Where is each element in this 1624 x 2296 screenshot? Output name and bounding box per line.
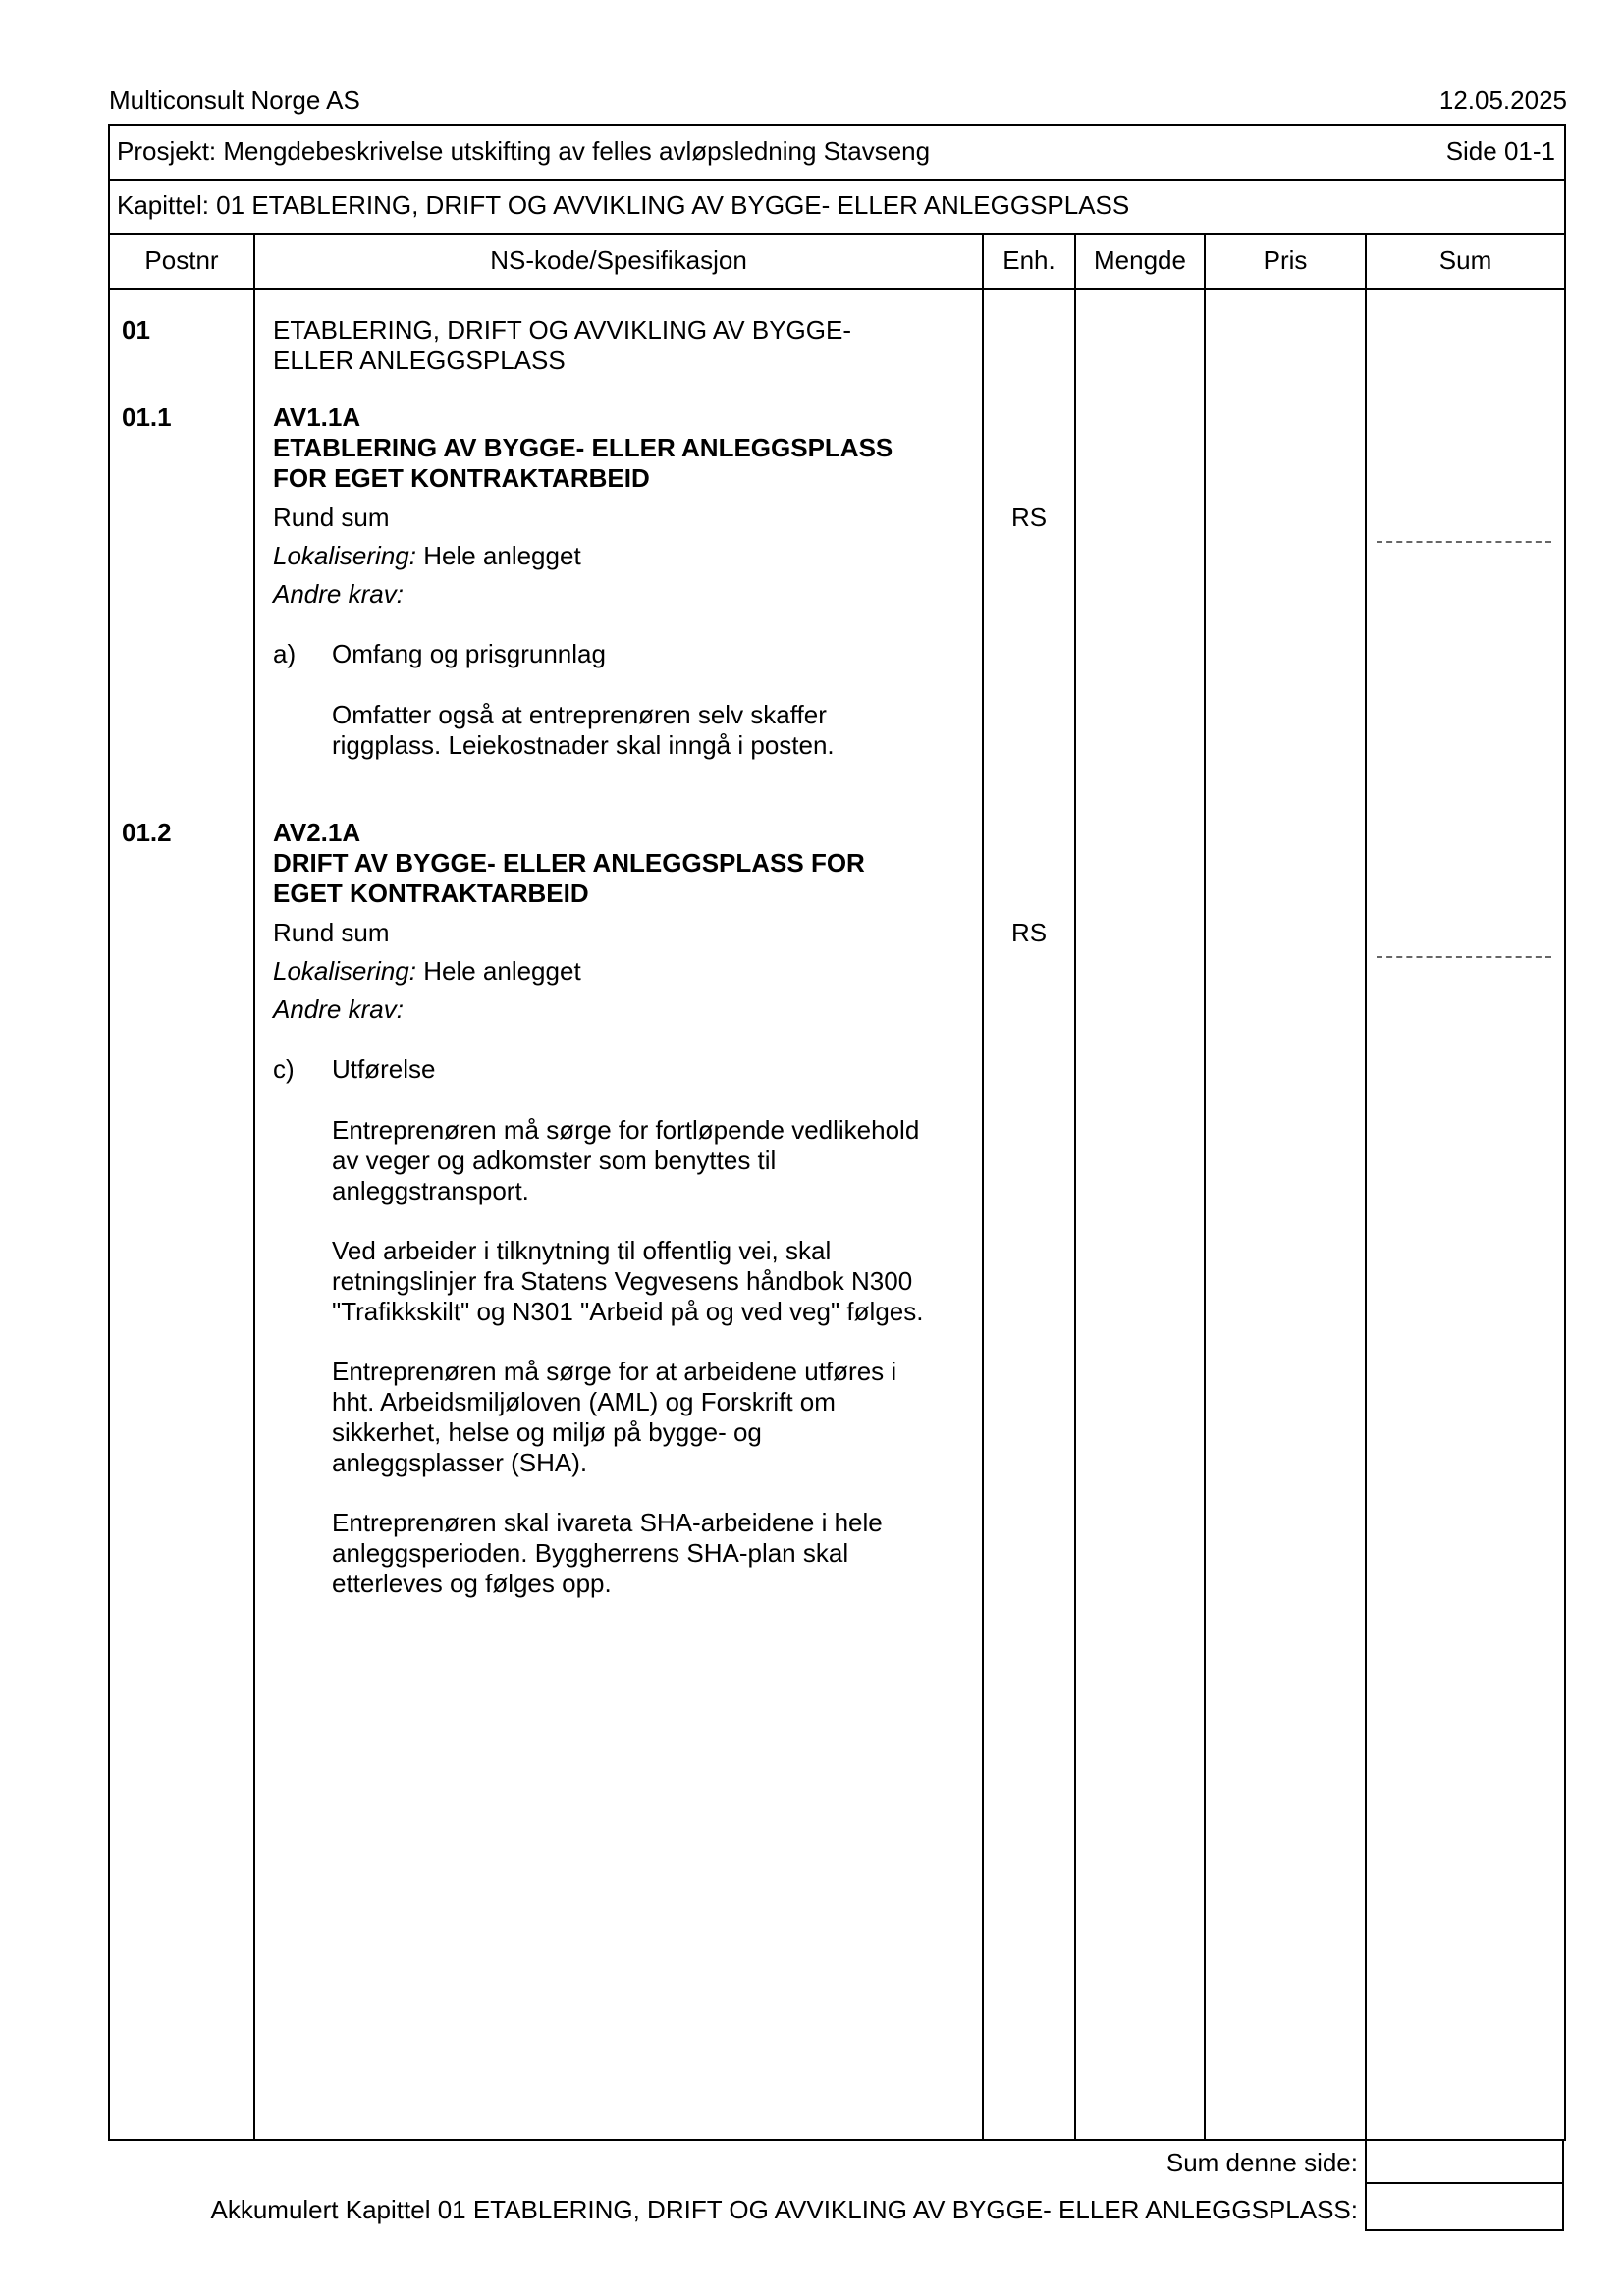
paragraph-line: riggplass. Leiekostnader skal inngå i posten. [332,730,835,760]
column-header-unit: Enh. [1002,245,1056,275]
rule-top [108,124,1566,126]
column-header-sum: Sum [1438,245,1492,275]
paragraph-line: anleggsperioden. Byggherrens SHA-plan skal [332,1538,849,1568]
column-divider-price [1365,233,1367,2141]
item-title-line2: EGET KONTRAKTARBEID [273,879,589,908]
column-divider-postnr [253,233,255,2141]
item-title-line1: DRIFT AV BYGGE- ELLER ANLEGGSPLASS FOR [273,848,865,878]
chapter-title: Kapittel: 01 ETABLERING, DRIFT OG AVVIKLING AV BYGGE- ELLER ANLEGGSPLASS [117,190,1130,220]
company-name: Multiconsult Norge AS [109,85,360,115]
sum-entry-placeholder [1377,541,1551,543]
sum-entry-placeholder [1377,956,1551,958]
rule-body-bottom [108,2139,1566,2141]
paragraph-line: "Trafikkskilt" og N301 "Arbeid på og ved veg" følges. [332,1297,924,1326]
item-title-line1: ETABLERING AV BYGGE- ELLER ANLEGGSPLASS [273,433,893,462]
paragraph-line: av veger og adkomster som benyttes til [332,1146,777,1175]
subitem-title: Utførelse [332,1054,436,1084]
paragraph-line: Entreprenøren må sørge for fortløpende vedlikehold [332,1115,920,1145]
paragraph-line: anleggsplasser (SHA). [332,1448,588,1477]
accumulated-label: Akkumulert Kapittel 01 ETABLERING, DRIFT OG AVVIKLING AV BYGGE- ELLER ANLEGGSPLASS: [210,2195,1358,2224]
column-header-postnr: Postnr [144,245,219,275]
accumulated-box [1365,2182,1564,2231]
chapter-number: 01 [122,315,150,345]
item-other-requirements-label: Andre krav: [273,994,404,1024]
column-divider-unit [1074,233,1076,2141]
paragraph-line: hht. Arbeidsmiljøloven (AML) og Forskrift om [332,1387,836,1416]
paragraph-line: retningslinjer fra Statens Vegvesens håndbok N300 [332,1266,913,1296]
subitem-title: Omfang og prisgrunnlag [332,639,606,668]
sum-page-box [1365,2139,1564,2184]
column-header-spec: NS-kode/Spesifikasjon [490,245,747,275]
table-border-left [108,233,110,2141]
chapter-heading-line1: ETABLERING, DRIFT OG AVVIKLING AV BYGGE- [273,315,851,345]
paragraph-line: etterleves og følges opp. [332,1569,612,1598]
item-location: Lokalisering: Hele anlegget [273,956,581,986]
item-ns-code: AV1.1A [273,402,361,432]
subitem-letter: c) [273,1054,295,1084]
page-number: Side 01-1 [1445,136,1555,166]
project-title: Prosjekt: Mengdebeskrivelse utskifting av felles avløpsledning Stavseng [117,136,931,166]
document-date: 12.05.2025 [1438,85,1567,115]
column-header-price: Pris [1263,245,1308,275]
rule-columns [108,288,1566,290]
paragraph-line: Omfatter også at entreprenøren selv skaffer [332,700,827,729]
item-location: Lokalisering: Hele anlegget [273,541,581,570]
item-postnr: 01.1 [122,402,172,432]
item-unit: RS [1010,503,1048,532]
paragraph-line: Entreprenøren må sørge for at arbeidene utføres i [332,1357,897,1386]
table-border-right [1564,233,1566,2141]
chapter-heading-line2: ELLER ANLEGGSPLASS [273,346,566,375]
subitem-letter: a) [273,639,297,668]
item-unit: RS [1010,918,1048,947]
column-divider-quantity [1204,233,1206,2141]
item-amount-label: Rund sum [273,918,390,947]
rule-chapter [108,233,1566,235]
paragraph-line: Ved arbeider i tilknytning til offentlig vei, skal [332,1236,832,1265]
rule-project [108,179,1566,181]
item-postnr: 01.2 [122,818,172,847]
sum-page-label: Sum denne side: [1165,2148,1358,2177]
paragraph-line: sikkerhet, helse og miljø på bygge- og [332,1417,762,1447]
item-title-line2: FOR EGET KONTRAKTARBEID [273,463,650,493]
item-other-requirements-label: Andre krav: [273,579,404,609]
paragraph-line: anleggstransport. [332,1176,529,1205]
column-header-quantity: Mengde [1094,245,1186,275]
item-ns-code: AV2.1A [273,818,361,847]
item-amount-label: Rund sum [273,503,390,532]
paragraph-line: Entreprenøren skal ivareta SHA-arbeidene i hele [332,1508,883,1537]
